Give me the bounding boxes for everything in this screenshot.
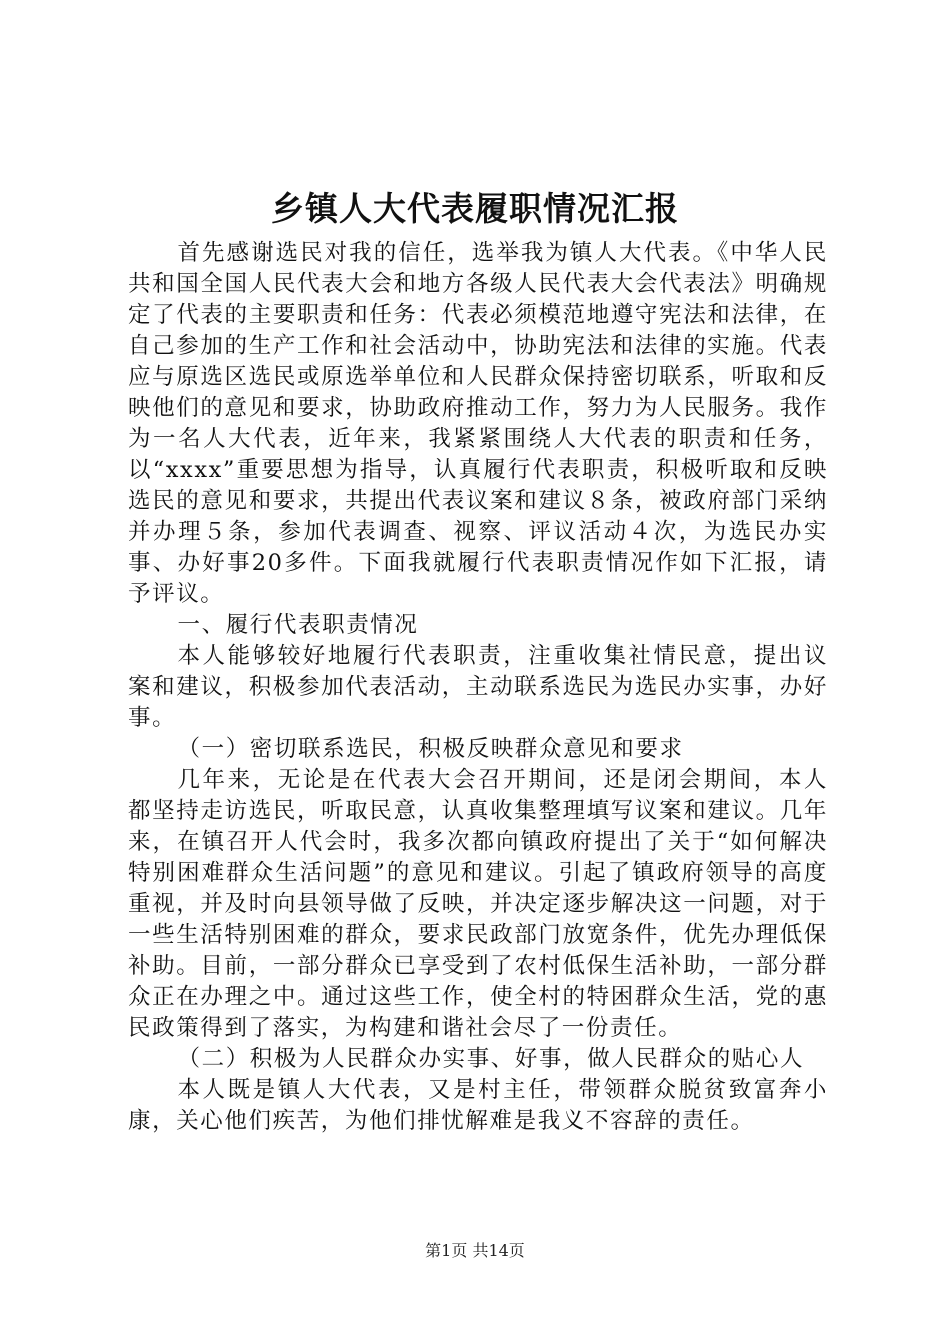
page-number-footer: 第1页 共14页 (425, 1241, 525, 1260)
subsection-heading-2: （二）积极为人民群众办实事、好事，做人民群众的贴心人 (177, 1046, 805, 1072)
paragraph-intro: 首先感谢选民对我的信任，选举我为镇人大代表。《中华人民共和国全国人民代表大会和地方各级人民代表大会代表法》明确规定了代表的主要职责和任务：代表必须模范地遵守宪法和法律，在自己参加的生产工作和社会活动中，协助宪法和法律的实施。代表应与原选区选民或原选举单位和人民群众保持密切联系，听取和反映他们的意见和要求，协助政府推动工作，努力为人民服务。我作为一名人大代表，近年来，我紧紧围绕人大代表的职责和任务，以“xxxx”重要思想为指导，认真履行代表职责，积极听取和反映选民的意见和要求，共提出代表议案和建议８条，被政府部门采纳并办理５条，参加代表调查、视察、评议活动４次，为选民办实事、办好事20多件。下面我就履行代表职责情况作如下汇报，请予评议。 (128, 240, 828, 607)
paragraph-section-summary: 本人能够较好地履行代表职责，注重收集社情民意，提出议案和建议，积极参加代表活动，主动联系选民为选民办实事，办好事。 (128, 643, 828, 731)
paragraph-subsection-1: 几年来，无论是在代表大会召开期间，还是闭会期间，本人都坚持走访选民，听取民意，认真收集整理填写议案和建议。几年来，在镇召开人代会时，我多次都向镇政府提出了关于“如何解决特别困难群众生活问题”的意见和建议。引起了镇政府领导的高度重视，并及时向县领导做了反映，并决定逐步解决这一问题，对于一些生活特别困难的群众，要求民政部门放宽条件，优先办理低保补助。目前，一部分群众已享受到了农村低保生活补助，一部分群众正在办理之中。通过这些工作，使全村的特困群众生活，党的惠民政策得到了落实，为构建和谐社会尽了一份责任。 (128, 767, 828, 1041)
document-body (128, 238, 828, 1137)
subsection-heading-1: （一）密切联系选民，积极反映群众意见和要求 (177, 736, 684, 762)
section-heading: 一、履行代表职责情况 (177, 612, 419, 638)
document-title: 乡镇人大代表履职情况汇报 (271, 189, 679, 228)
paragraph-subsection-2: 本人既是镇人大代表，又是村主任，带领群众脱贫致富奔小康，关心他们疾苦，为他们排忧解难是我义不容辞的责任。 (128, 1077, 828, 1134)
